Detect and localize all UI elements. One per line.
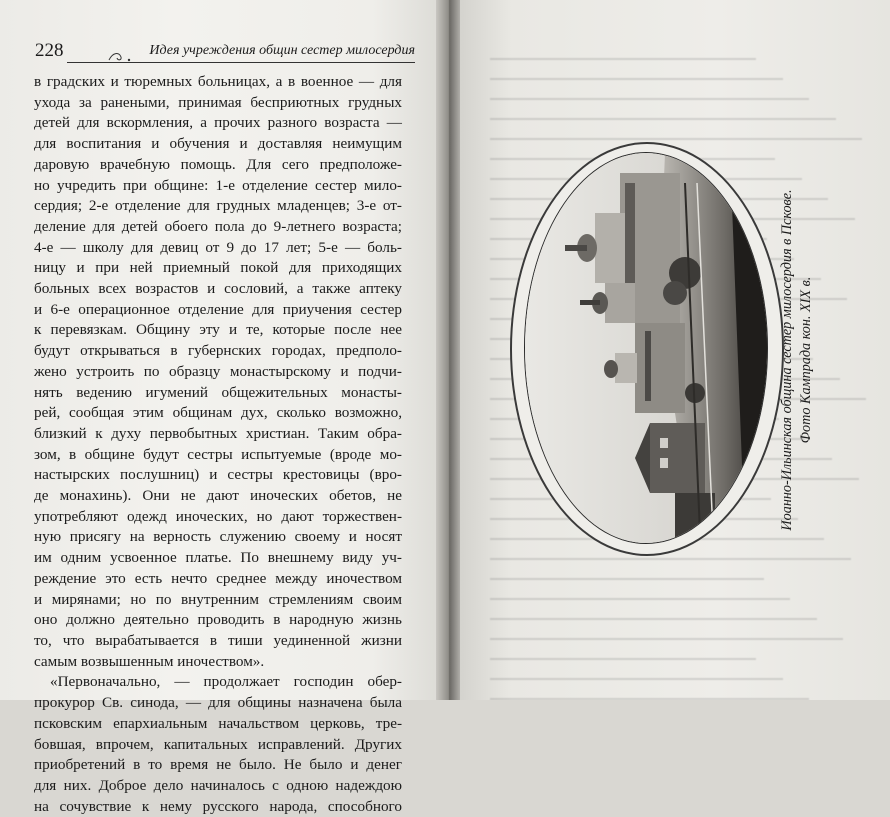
text-line: в градских и тюремных больницах, а в военное — для — [34, 73, 402, 90]
scroll-ornament-icon — [107, 50, 137, 62]
text-line: жено устроить по образцу монастырскому и подчи- — [34, 362, 402, 380]
text-line: детей для вскормления, а прочих разного возраста — — [34, 114, 402, 132]
historical-photo — [524, 152, 768, 544]
text-line: близкий к духу первобытных христиан. Таким обра- — [34, 424, 402, 442]
text-line: де монахинь). Они не дают иноческих обетов, не — [34, 487, 402, 505]
text-line: даровую врачебную помощь. Для сего предположе- — [34, 155, 402, 173]
text-line: самым возвышенным иночеством». — [34, 652, 265, 670]
text-line: и мирянами; но по внутренним стремлениям своим — [34, 590, 402, 608]
text-line: деление для детей обоего пола до 9-летнего возраста; — [34, 217, 402, 235]
text-line: прокурор Св. синода, — для общины назначена была — [34, 694, 402, 712]
book-gutter — [436, 0, 462, 700]
running-head: Идея учреждения общин сестер милосердия — [149, 43, 415, 58]
text-line: но учредить при общине: 1-е отделение сестер мило- — [34, 176, 402, 194]
text-line: бовшая, впрочем, капитальных исправлений. Других — [34, 735, 402, 753]
text-line: ухода за ранеными, принимая бесприютных грудных — [34, 93, 402, 111]
text-line: оно должно деятельно проводить в народную жизнь — [34, 611, 402, 629]
text-line: то, что вырабатывается в тиши уединенной жизни — [34, 631, 402, 649]
text-line: для воспитания и обучения и доставляя неимущим — [34, 135, 402, 153]
page-header — [35, 40, 415, 62]
caption-line-1: Иоанно-Ильинская община сестер милосердия в Пскове. — [779, 189, 795, 531]
text-line: 4-е — школу для девиц от 9 до 17 лет; 5-е — боль- — [34, 238, 402, 256]
page-number: 228 — [35, 40, 64, 61]
text-line: им одним усвоенное платье. По внешнему виду уч- — [34, 549, 402, 567]
text-line: приобретений в то время не было. Не было и денег — [34, 756, 402, 774]
text-line: для них. Доброе дело начиналось с одною надеждою — [34, 776, 402, 794]
text-line: настырских послушниц) и сестры крестовицы (вро- — [34, 466, 402, 484]
left-page — [0, 0, 438, 815]
photo-caption — [778, 150, 838, 570]
church-photo-illustration — [525, 153, 767, 543]
caption-line-2: Фото Кампрада кон. XIX в. — [798, 276, 814, 444]
text-line: зом, в общине будут сестры испытуемые (вроде мо- — [34, 445, 402, 463]
text-line: будут открываться в губернских городах, предполо- — [34, 342, 402, 360]
text-line: ницу и при ней приемный покой для приходящих — [34, 259, 402, 277]
text-line: к перевязкам. Общину эту и те, которые после нее — [34, 321, 402, 339]
text-line: и 6-е операционное отделение для приучения сестер — [34, 300, 402, 318]
text-line: ную присягу на верность служению своему и носят — [34, 528, 402, 546]
text-line: употребляют одежд иноческих, но дают торжествен- — [34, 507, 402, 525]
body-text — [34, 72, 402, 817]
header-rule — [67, 62, 415, 63]
text-line: на сочувствие к нему русского народа, способного — [34, 797, 402, 815]
text-line: реждение это есть нечто среднее между иночеством — [34, 569, 402, 587]
right-page — [460, 0, 890, 700]
text-line: больных всех возрастов и сословий, а также аптеку — [34, 280, 402, 298]
text-line: псковским епархиальным начальством церковь, тре- — [34, 714, 402, 732]
text-line: рей, сообщая этим общинам дух, сколько возможно, — [34, 404, 402, 422]
text-line: сердия; 2-е отделение для грудных младенцев; 3-е от- — [34, 197, 402, 215]
text-line: нять ведению игумений общежительных монасты- — [34, 383, 402, 401]
text-line: «Первоначально, — продолжает господин обер- — [50, 673, 402, 691]
